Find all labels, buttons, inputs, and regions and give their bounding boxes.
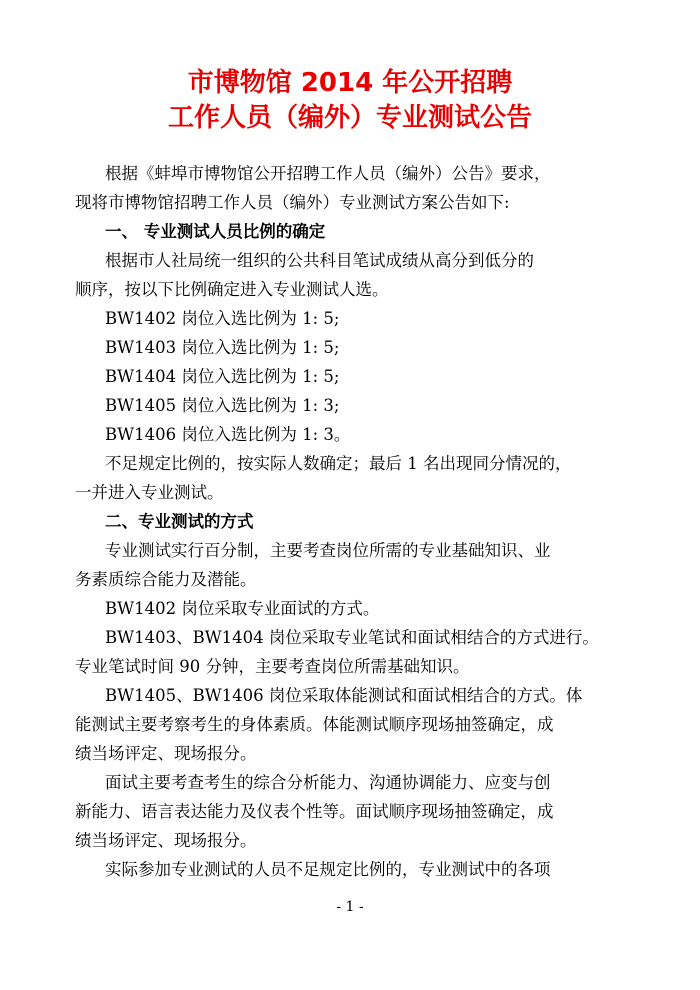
paragraph-line: 现将市博物馆招聘工作人员（编外）专业测试方案公告如下: — [75, 193, 510, 212]
paragraph-line: 能测试主要考察考生的身体素质。体能测试顺序现场抽签确定，成 — [75, 715, 554, 734]
paragraph-line: 专业笔试时间 90 分钟，主要考查岗位所需基础知识。 — [75, 657, 470, 676]
section-heading-2: 二、专业测试的方式 — [105, 512, 254, 531]
document-title-line-2: 工作人员（编外）专业测试公告 — [167, 103, 532, 133]
paragraph-line: 实际参加专业测试的人员不足规定比例的，专业测试中的各项 — [105, 860, 551, 879]
paragraph-line: 一并进入专业测试。 — [75, 483, 224, 502]
ratio-line: BW1405 岗位入选比例为 1: 3; — [105, 396, 340, 415]
paragraph-line: BW1405、BW1406 岗位采取体能测试和面试相结合的方式。体 — [105, 686, 583, 705]
paragraph-line: 根据《蚌埠市博物馆公开招聘工作人员（编外）公告》要求， — [105, 164, 551, 183]
ratio-line: BW1404 岗位入选比例为 1: 5; — [105, 367, 340, 386]
paragraph-line: 绩当场评定、现场报分。 — [75, 831, 257, 850]
ratio-line: BW1402 岗位入选比例为 1: 5; — [105, 309, 340, 328]
paragraph-line: 不足规定比例的，按实际人数确定；最后 1 名出现同分情况的， — [105, 454, 572, 473]
ratio-line: BW1403 岗位入选比例为 1: 5; — [105, 338, 340, 357]
paragraph-line: 专业测试实行百分制，主要考查岗位所需的专业基础知识、业 — [105, 541, 551, 560]
paragraph-line: 绩当场评定、现场报分。 — [75, 744, 257, 763]
paragraph-line: 面试主要考查考生的综合分析能力、沟通协调能力、应变与创 — [105, 773, 551, 792]
paragraph-line: BW1402 岗位采取专业面试的方式。 — [105, 599, 380, 618]
ratio-line: BW1406 岗位入选比例为 1: 3。 — [105, 425, 351, 444]
document-title-line-1: 市博物馆 2014 年公开招聘 — [187, 68, 513, 98]
paragraph-line: 务素质综合能力及潜能。 — [75, 570, 257, 589]
section-heading-1: 一、 专业测试人员比例的确定 — [105, 222, 326, 241]
paragraph-line: 根据市人社局统一组织的公共科目笔试成绩从高分到低分的 — [105, 251, 534, 270]
page-number: - 1 - — [336, 899, 364, 915]
paragraph-line: 新能力、语言表达能力及仪表个性等。面试顺序现场抽签确定，成 — [75, 802, 554, 821]
paragraph-line: 顺序，按以下比例确定进入专业测试人选。 — [75, 280, 389, 299]
paragraph-line: BW1403、BW1404 岗位采取专业笔试和面试相结合的方式进行。 — [105, 628, 599, 647]
